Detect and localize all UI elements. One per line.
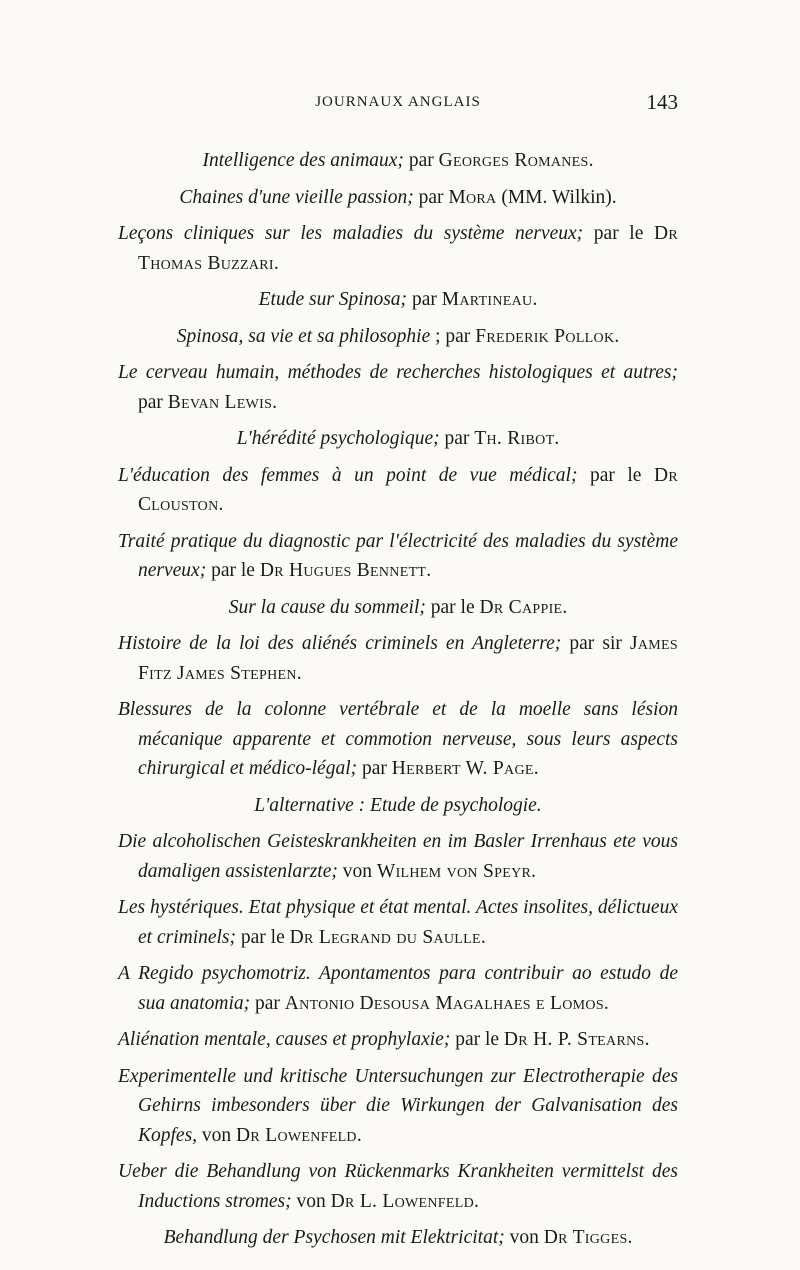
- bibliography-entry: [118, 791, 678, 821]
- entry-end: .: [426, 560, 432, 581]
- bibliography-entry: [118, 424, 678, 454]
- bibliography-entry: [118, 959, 678, 1018]
- entry-end: (MM. Wilkin).: [496, 186, 617, 208]
- entry-title: Aliénation mentale, causes et prophylaxie;: [118, 1029, 451, 1050]
- entry-connector: par le: [577, 464, 654, 486]
- bibliography-entry: [118, 285, 678, 315]
- bibliography-entry: [118, 827, 678, 886]
- entry-title: Leçons cliniques sur les maladies du système nerveux;: [118, 223, 584, 244]
- entry-title: Histoire de la loi des aliénés criminels en Angleterre;: [118, 633, 562, 654]
- entry-connector: von: [197, 1124, 237, 1146]
- entry-end: .: [480, 926, 486, 948]
- entry-author: Dr Legrand du Saulle: [289, 926, 481, 948]
- entry-end: .: [273, 252, 279, 274]
- entry-connector: par sir: [561, 633, 630, 654]
- bibliography-entry: [118, 146, 678, 176]
- bibliography-entry: [118, 183, 678, 213]
- entry-title: Spinosa, sa vie et sa philosophie: [176, 325, 431, 347]
- entry-title: Intelligence des animaux;: [202, 150, 404, 171]
- entry-author: Martineau: [441, 289, 533, 310]
- entry-title: Blessures de la colonne vertébrale et de la moelle sans lésion mécanique apparente et commotion nerveuse, sous leurs aspects chirurgical et médico-légal;: [118, 699, 678, 779]
- entry-connector: von: [504, 1227, 544, 1248]
- bibliography-entry: [118, 1157, 678, 1216]
- entry-title: Sur la cause du sommeil;: [228, 596, 426, 618]
- bibliography-entry: [118, 1025, 678, 1055]
- entry-connector: par: [407, 289, 442, 310]
- entry-author: Dr Lowenfeld: [236, 1124, 357, 1146]
- entry-connector: par le: [583, 223, 654, 244]
- entry-title: L'éducation des femmes à un point de vue médical;: [118, 464, 578, 486]
- entry-end: .: [531, 860, 536, 882]
- bibliography-entry: [118, 527, 678, 586]
- bibliography-entry: [118, 593, 678, 623]
- entry-author: Dr Tigges: [543, 1227, 628, 1248]
- entry-author: Herbert W. Page: [391, 758, 534, 779]
- entry-end: .: [296, 662, 302, 684]
- entry-connector: par: [250, 992, 285, 1014]
- entry-end: .: [644, 1029, 650, 1050]
- entry-connector: par le: [236, 926, 290, 948]
- entry-author: Th. Ribot: [474, 428, 555, 449]
- entry-end: .: [272, 391, 278, 413]
- entry-author: Dr Hugues Bennett: [259, 560, 427, 581]
- bibliography-entry: [118, 1223, 678, 1253]
- entry-author: Dr Thomas Buzzari: [138, 223, 678, 274]
- entry-connector: ; par: [430, 325, 476, 347]
- entry-connector: par le: [450, 1029, 504, 1050]
- entry-end: .: [627, 1227, 633, 1248]
- entry-connector: par: [403, 150, 439, 171]
- entry-end: .: [554, 428, 560, 449]
- entry-title: Les hystériques. Etat physique et état mental. Actes insolites, délictueux et criminels;: [118, 897, 678, 948]
- entry-connector: par le: [425, 596, 480, 618]
- bibliography-entry: [118, 629, 678, 688]
- entry-title: Ueber die Behandlung von Rückenmarks Krankheiten vermittelst des Inductions stromes;: [118, 1161, 678, 1212]
- bibliography-entry: [118, 358, 678, 417]
- entry-end: .: [532, 289, 538, 310]
- bibliography-entry: [118, 219, 678, 278]
- entry-end: .: [562, 596, 568, 618]
- running-head: JOURNAUX ANGLAIS: [315, 94, 481, 110]
- entry-connector: par: [138, 391, 168, 413]
- entry-author: Mora: [448, 186, 497, 208]
- entry-title: Die alcoholischen Geisteskrankheiten en im Basler Irrenhaus ete vous damaligen assistenlarzte;: [118, 831, 678, 882]
- entry-connector: par: [413, 186, 449, 208]
- entry-author: Antonio Desousa Magalhaes e Lomos: [284, 992, 604, 1014]
- entry-title: Le cerveau humain, méthodes de recherches histologiques et autres;: [118, 362, 678, 383]
- entry-title: Experimentelle und kritische Untersuchungen zur Electrotherapie des Gehirns imbesonders über die Wirkungen der Galvanisation des Kopfes,: [118, 1065, 678, 1146]
- entry-end: .: [603, 992, 609, 1014]
- entry-end: .: [588, 150, 594, 171]
- entry-end: .: [533, 758, 539, 779]
- entry-title: Traité pratique du diagnostic par l'électricité des maladies du système nerveux;: [118, 530, 678, 581]
- entry-connector: von: [337, 860, 377, 882]
- page-header: [118, 92, 678, 118]
- entry-author: Bevan Lewis: [167, 391, 273, 413]
- entry-author: James Fitz James Stephen: [138, 633, 678, 684]
- entry-end: .: [218, 494, 224, 515]
- entry-author: Dr H. P. Stearns: [503, 1029, 645, 1050]
- entry-end: .: [356, 1124, 362, 1146]
- bibliography-entry: [118, 322, 678, 352]
- entry-title: Behandlung der Psychosen mit Elektricitat;: [163, 1227, 505, 1248]
- entry-author: Dr Cappie: [479, 596, 563, 618]
- bibliography-entry: [118, 893, 678, 952]
- entry-author: Wilhem von Speyr: [376, 860, 532, 882]
- entry-title: L'hérédité psychologique;: [236, 428, 440, 449]
- bibliography-list: [118, 146, 678, 1260]
- entry-connector: par: [357, 758, 392, 779]
- entry-connector: par: [439, 428, 475, 449]
- entry-end: .: [614, 325, 620, 347]
- entry-title: A Regido psychomotriz. Apontamentos para contribuir ao estudo de sua anatomia;: [118, 963, 678, 1014]
- entry-author: Frederik Pollok: [475, 325, 615, 347]
- entry-title: L'alternative : Etude de psychologie.: [254, 794, 542, 816]
- entry-connector: von: [291, 1190, 331, 1212]
- bibliography-entry: [118, 1062, 678, 1151]
- page-number: 143: [646, 90, 678, 114]
- entry-author: Dr Clouston: [138, 464, 678, 515]
- entry-author: Georges Romanes: [438, 150, 589, 171]
- bibliography-entry: [118, 695, 678, 784]
- entry-connector: par le: [206, 560, 260, 581]
- entry-end: .: [474, 1190, 479, 1212]
- entry-title: Chaines d'une vieille passion;: [179, 186, 414, 208]
- bibliography-entry: [118, 461, 678, 520]
- entry-title: Etude sur Spinosa;: [258, 289, 408, 310]
- entry-author: Dr L. Lowenfeld: [330, 1190, 474, 1212]
